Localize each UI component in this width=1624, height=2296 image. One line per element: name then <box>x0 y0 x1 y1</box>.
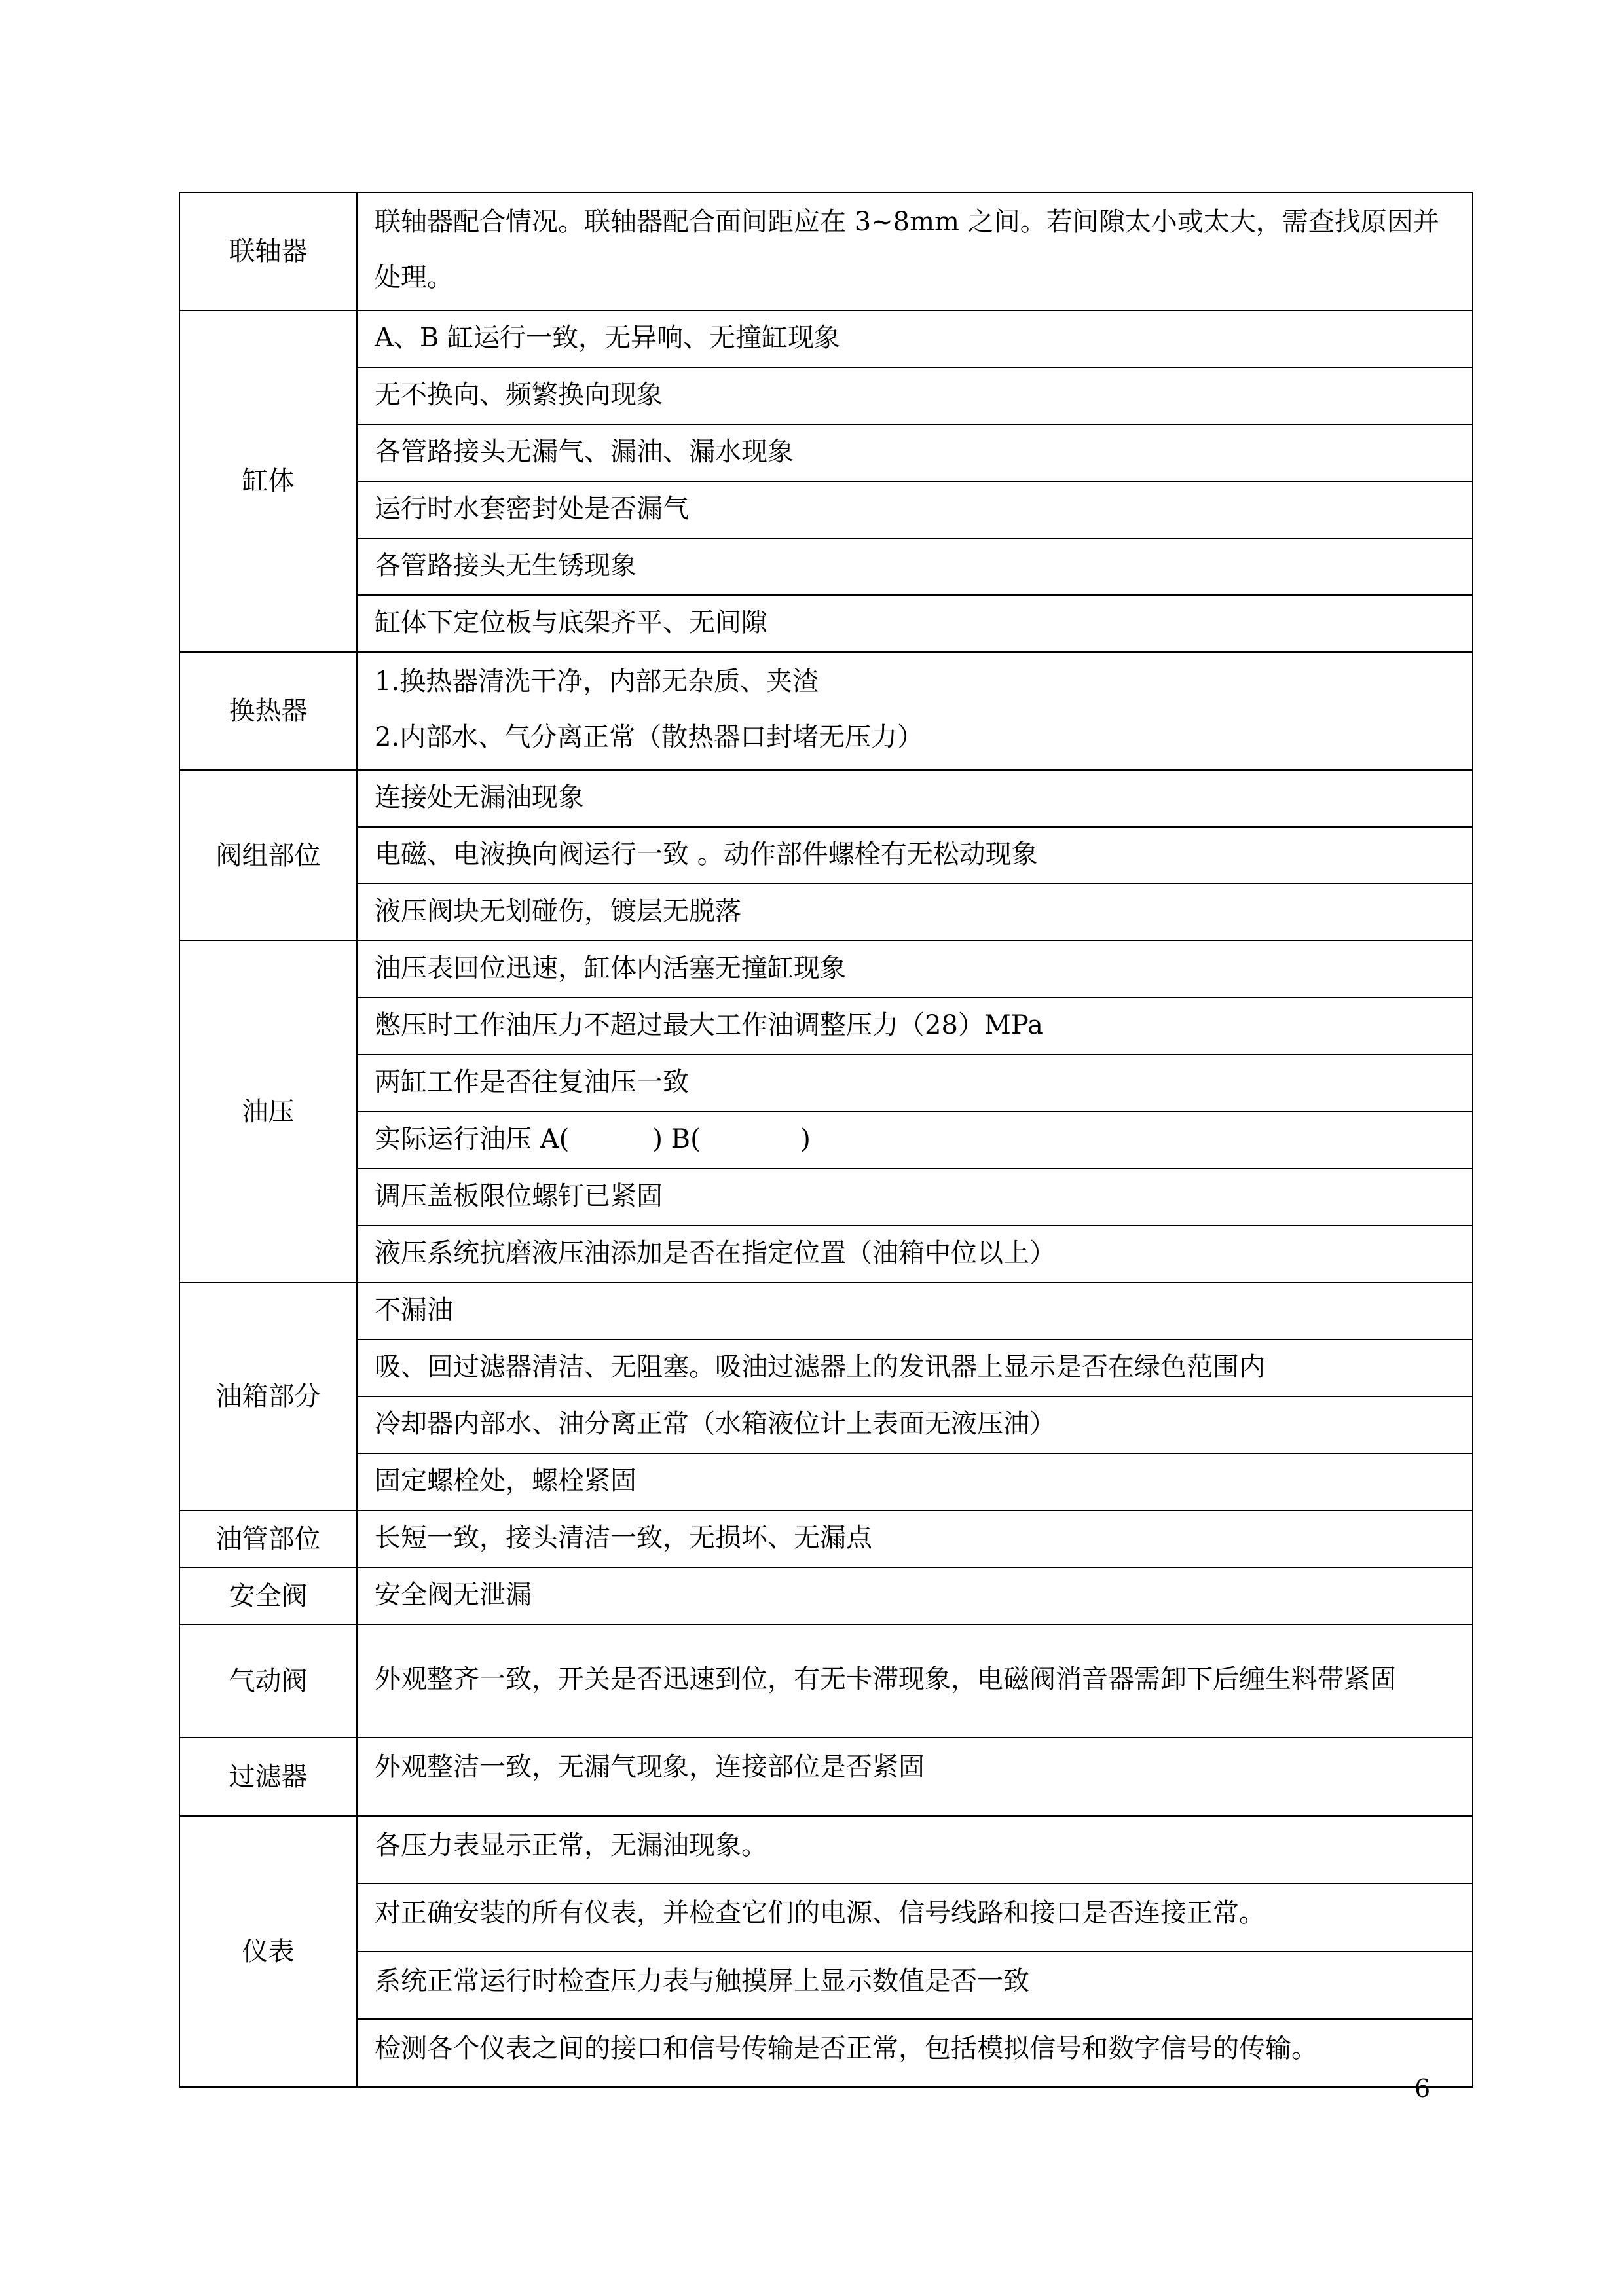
page-number: 6 <box>1414 2074 1431 2103</box>
category-cell: 安全阀 <box>179 1567 357 1624</box>
check-item-cell: 固定螺栓处，螺栓紧固 <box>357 1453 1473 1510</box>
category-cell: 缸体 <box>179 310 357 652</box>
check-item-cell: 不漏油 <box>357 1283 1473 1339</box>
table-row <box>179 310 1473 367</box>
category-cell: 过滤器 <box>179 1738 357 1816</box>
check-item-cell: 各管路接头无漏气、漏油、漏水现象 <box>357 424 1473 481</box>
check-item-cell: 运行时水套密封处是否漏气 <box>357 481 1473 538</box>
category-cell: 油压 <box>179 941 357 1283</box>
category-cell: 换热器 <box>179 652 357 770</box>
check-item-cell: 吸、回过滤器清洁、无阻塞。吸油过滤器上的发讯器上显示是否在绿色范围内 <box>357 1339 1473 1396</box>
check-item-cell: 液压阀块无划碰伤，镀层无脱落 <box>357 884 1473 941</box>
check-item-line: 1.换热器清洗干净，内部无杂质、夹渣 <box>375 666 819 697</box>
table-row <box>179 1283 1473 1339</box>
check-item-cell: 液压系统抗磨液压油添加是否在指定位置（油箱中位以上） <box>357 1226 1473 1283</box>
check-item-cell: 系统正常运行时检查压力表与触摸屏上显示数值是否一致 <box>357 1952 1473 2019</box>
table-row <box>179 1510 1473 1567</box>
table-row <box>179 1226 1473 1283</box>
table-row <box>179 1816 1473 1884</box>
category-cell: 油管部位 <box>179 1510 357 1567</box>
check-item-cell: 安全阀无泄漏 <box>357 1567 1473 1624</box>
check-item-cell: 调压盖板限位螺钉已紧固 <box>357 1169 1473 1226</box>
table-row <box>179 770 1473 827</box>
check-item-cell: 长短一致，接头清洁一致，无损坏、无漏点 <box>357 1510 1473 1567</box>
check-item-line: 2.内部水、气分离正常（散热器口封堵无压力） <box>375 722 924 752</box>
table-row <box>179 1738 1473 1816</box>
table-row <box>179 1396 1473 1453</box>
table-row <box>179 1169 1473 1226</box>
check-item-cell: 无不换向、频繁换向现象 <box>357 367 1473 424</box>
category-cell: 气动阀 <box>179 1624 357 1738</box>
table-row <box>179 1952 1473 2019</box>
table-row <box>179 1567 1473 1624</box>
table-row <box>179 1453 1473 1510</box>
check-item-cell: 各压力表显示正常，无漏油现象。 <box>357 1816 1473 1884</box>
table-row <box>179 652 1473 770</box>
table-row <box>179 2019 1473 2087</box>
table-row <box>179 1339 1473 1396</box>
table-row <box>179 884 1473 941</box>
table-row <box>179 1112 1473 1169</box>
check-item-cell: 联轴器配合情况。联轴器配合面间距应在 3~8mm 之间。若间隙太小或太大，需查找原因并处理。 <box>357 192 1473 310</box>
category-cell: 联轴器 <box>179 192 357 310</box>
table-row <box>179 595 1473 652</box>
inspection-checklist-table <box>179 192 1473 2088</box>
table-row <box>179 367 1473 424</box>
category-cell: 油箱部分 <box>179 1283 357 1510</box>
table-row <box>179 998 1473 1055</box>
check-item-cell: 各管路接头无生锈现象 <box>357 538 1473 595</box>
table-row <box>179 538 1473 595</box>
table-row <box>179 192 1473 310</box>
check-item-cell: 对正确安装的所有仪表，并检查它们的电源、信号线路和接口是否连接正常。 <box>357 1884 1473 1952</box>
check-item-cell: 外观整洁一致，无漏气现象，连接部位是否紧固 <box>357 1738 1473 1816</box>
check-item-cell: 实际运行油压 A( ) B( ) <box>357 1112 1473 1169</box>
check-item-cell <box>357 652 1473 770</box>
table-row <box>179 827 1473 884</box>
check-item-cell: 油压表回位迅速，缸体内活塞无撞缸现象 <box>357 941 1473 998</box>
check-item-cell: 电磁、电液换向阀运行一致 。动作部件螺栓有无松动现象 <box>357 827 1473 884</box>
check-item-cell: 连接处无漏油现象 <box>357 770 1473 827</box>
table-row <box>179 481 1473 538</box>
table-row <box>179 424 1473 481</box>
check-item-cell: 外观整齐一致，开关是否迅速到位，有无卡滞现象，电磁阀消音器需卸下后缠生料带紧固 <box>357 1624 1473 1738</box>
check-item-cell: 缸体下定位板与底架齐平、无间隙 <box>357 595 1473 652</box>
table-row <box>179 941 1473 998</box>
check-item-cell: 憋压时工作油压力不超过最大工作油调整压力（28）MPa <box>357 998 1473 1055</box>
check-item-cell: 两缸工作是否往复油压一致 <box>357 1055 1473 1112</box>
category-cell: 仪表 <box>179 1816 357 2087</box>
check-item-cell: A、B 缸运行一致，无异响、无撞缸现象 <box>357 310 1473 367</box>
table-row <box>179 1055 1473 1112</box>
check-item-cell: 检测各个仪表之间的接口和信号传输是否正常，包括模拟信号和数字信号的传输。 <box>357 2019 1473 2087</box>
table-row <box>179 1884 1473 1952</box>
category-cell: 阀组部位 <box>179 770 357 941</box>
table-row <box>179 1624 1473 1738</box>
check-item-cell: 冷却器内部水、油分离正常（水箱液位计上表面无液压油） <box>357 1396 1473 1453</box>
